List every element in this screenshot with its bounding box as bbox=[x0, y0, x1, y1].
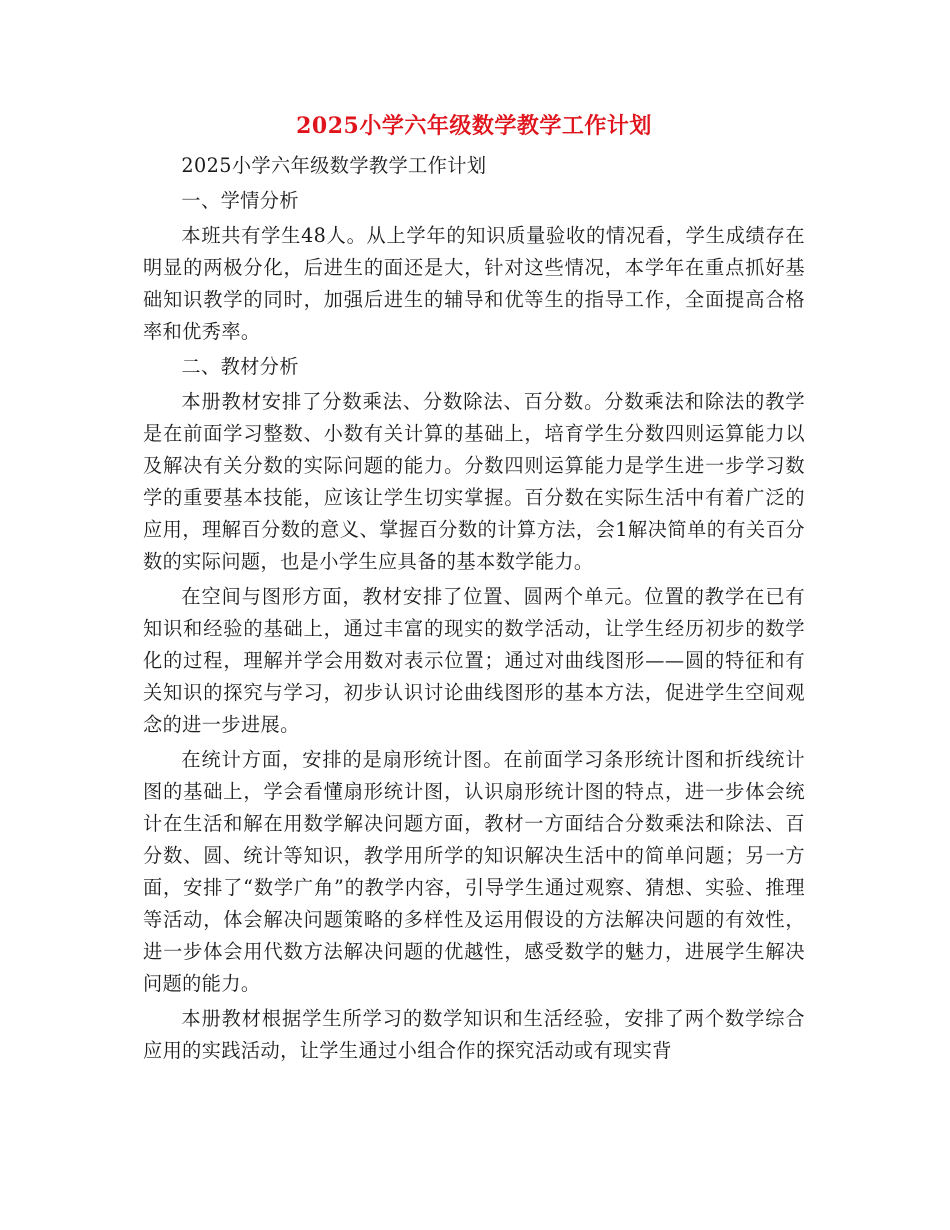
paragraph-textbook-practice: 本册教材根据学生所学习的数学知识和生活经验，安排了两个数学综合应用的实践活动，让学生通过小组合作的探究活动或有现实背 bbox=[143, 1007, 805, 1062]
document-title: 2025小学六年级数学教学工作计划 bbox=[296, 113, 652, 139]
document-page bbox=[143, 108, 805, 1070]
paragraph-textbook-numbers: 本册教材安排了分数乘法、分数除法、百分数。分数乘法和除法的教学是在前面学习整数、小数有关计算的基础上，培育学生分数四则运算能力以及解决有关分数的实际问题的能力。分数四则运算能力是学生进一步学习数学的重要基本技能，应该让学生切实掌握。百分数在实际生活中有着广泛的应用，理解百分数的意义、掌握百分数的计算方法，会1解决简单的有关百分数的实际问题，也是小学生应具备的基本数学能力。 bbox=[143, 390, 805, 573]
paragraph-heading-textbook-analysis: 二、教材分析 bbox=[181, 355, 299, 378]
paragraph-subtitle: 2025小学六年级数学教学工作计划 bbox=[181, 154, 487, 177]
paragraph-textbook-geometry: 在空间与图形方面，教材安排了位置、圆两个单元。位置的教学在已有知识和经验的基础上，通过丰富的现实的数学活动，让学生经历初步的数学化的过程，理解并学会用数对表示位置；通过对曲线图形——圆的特征和有关知识的探究与学习，初步认识讨论曲线图形的基本方法，促进学生空间观念的进一步进展。 bbox=[143, 585, 805, 736]
paragraph-student-analysis: 本班共有学生48人。从上学年的知识质量验收的情况看，学生成绩存在明显的两极分化，后进生的面还是大，针对这些情况，本学年在重点抓好基础知识教学的同时，加强后进生的辅导和优等生的指导工作，全面提高合格率和优秀率。 bbox=[143, 224, 805, 343]
paragraph-textbook-statistics: 在统计方面，安排的是扇形统计图。在前面学习条形统计图和折线统计图的基础上，学会看懂扇形统计图，认识扇形统计图的特点，进一步体会统计在生活和解在用数学解决问题方面，教材一方面结合分数乘法和除法、百分数、圆、统计等知识，教学用所学的知识解决生活中的简单问题；另一方面，安排了“数学广角”的教学内容，引导学生通过观察、猜想、实验、推理等活动，体会解决问题策略的多样性及运用假设的方法解决问题的有效性，进一步体会用代数方法解决问题的优越性，感受数学的魅力，进展学生解决问题的能力。 bbox=[143, 748, 805, 995]
paragraph-heading-student-analysis: 一、学情分析 bbox=[181, 189, 299, 212]
